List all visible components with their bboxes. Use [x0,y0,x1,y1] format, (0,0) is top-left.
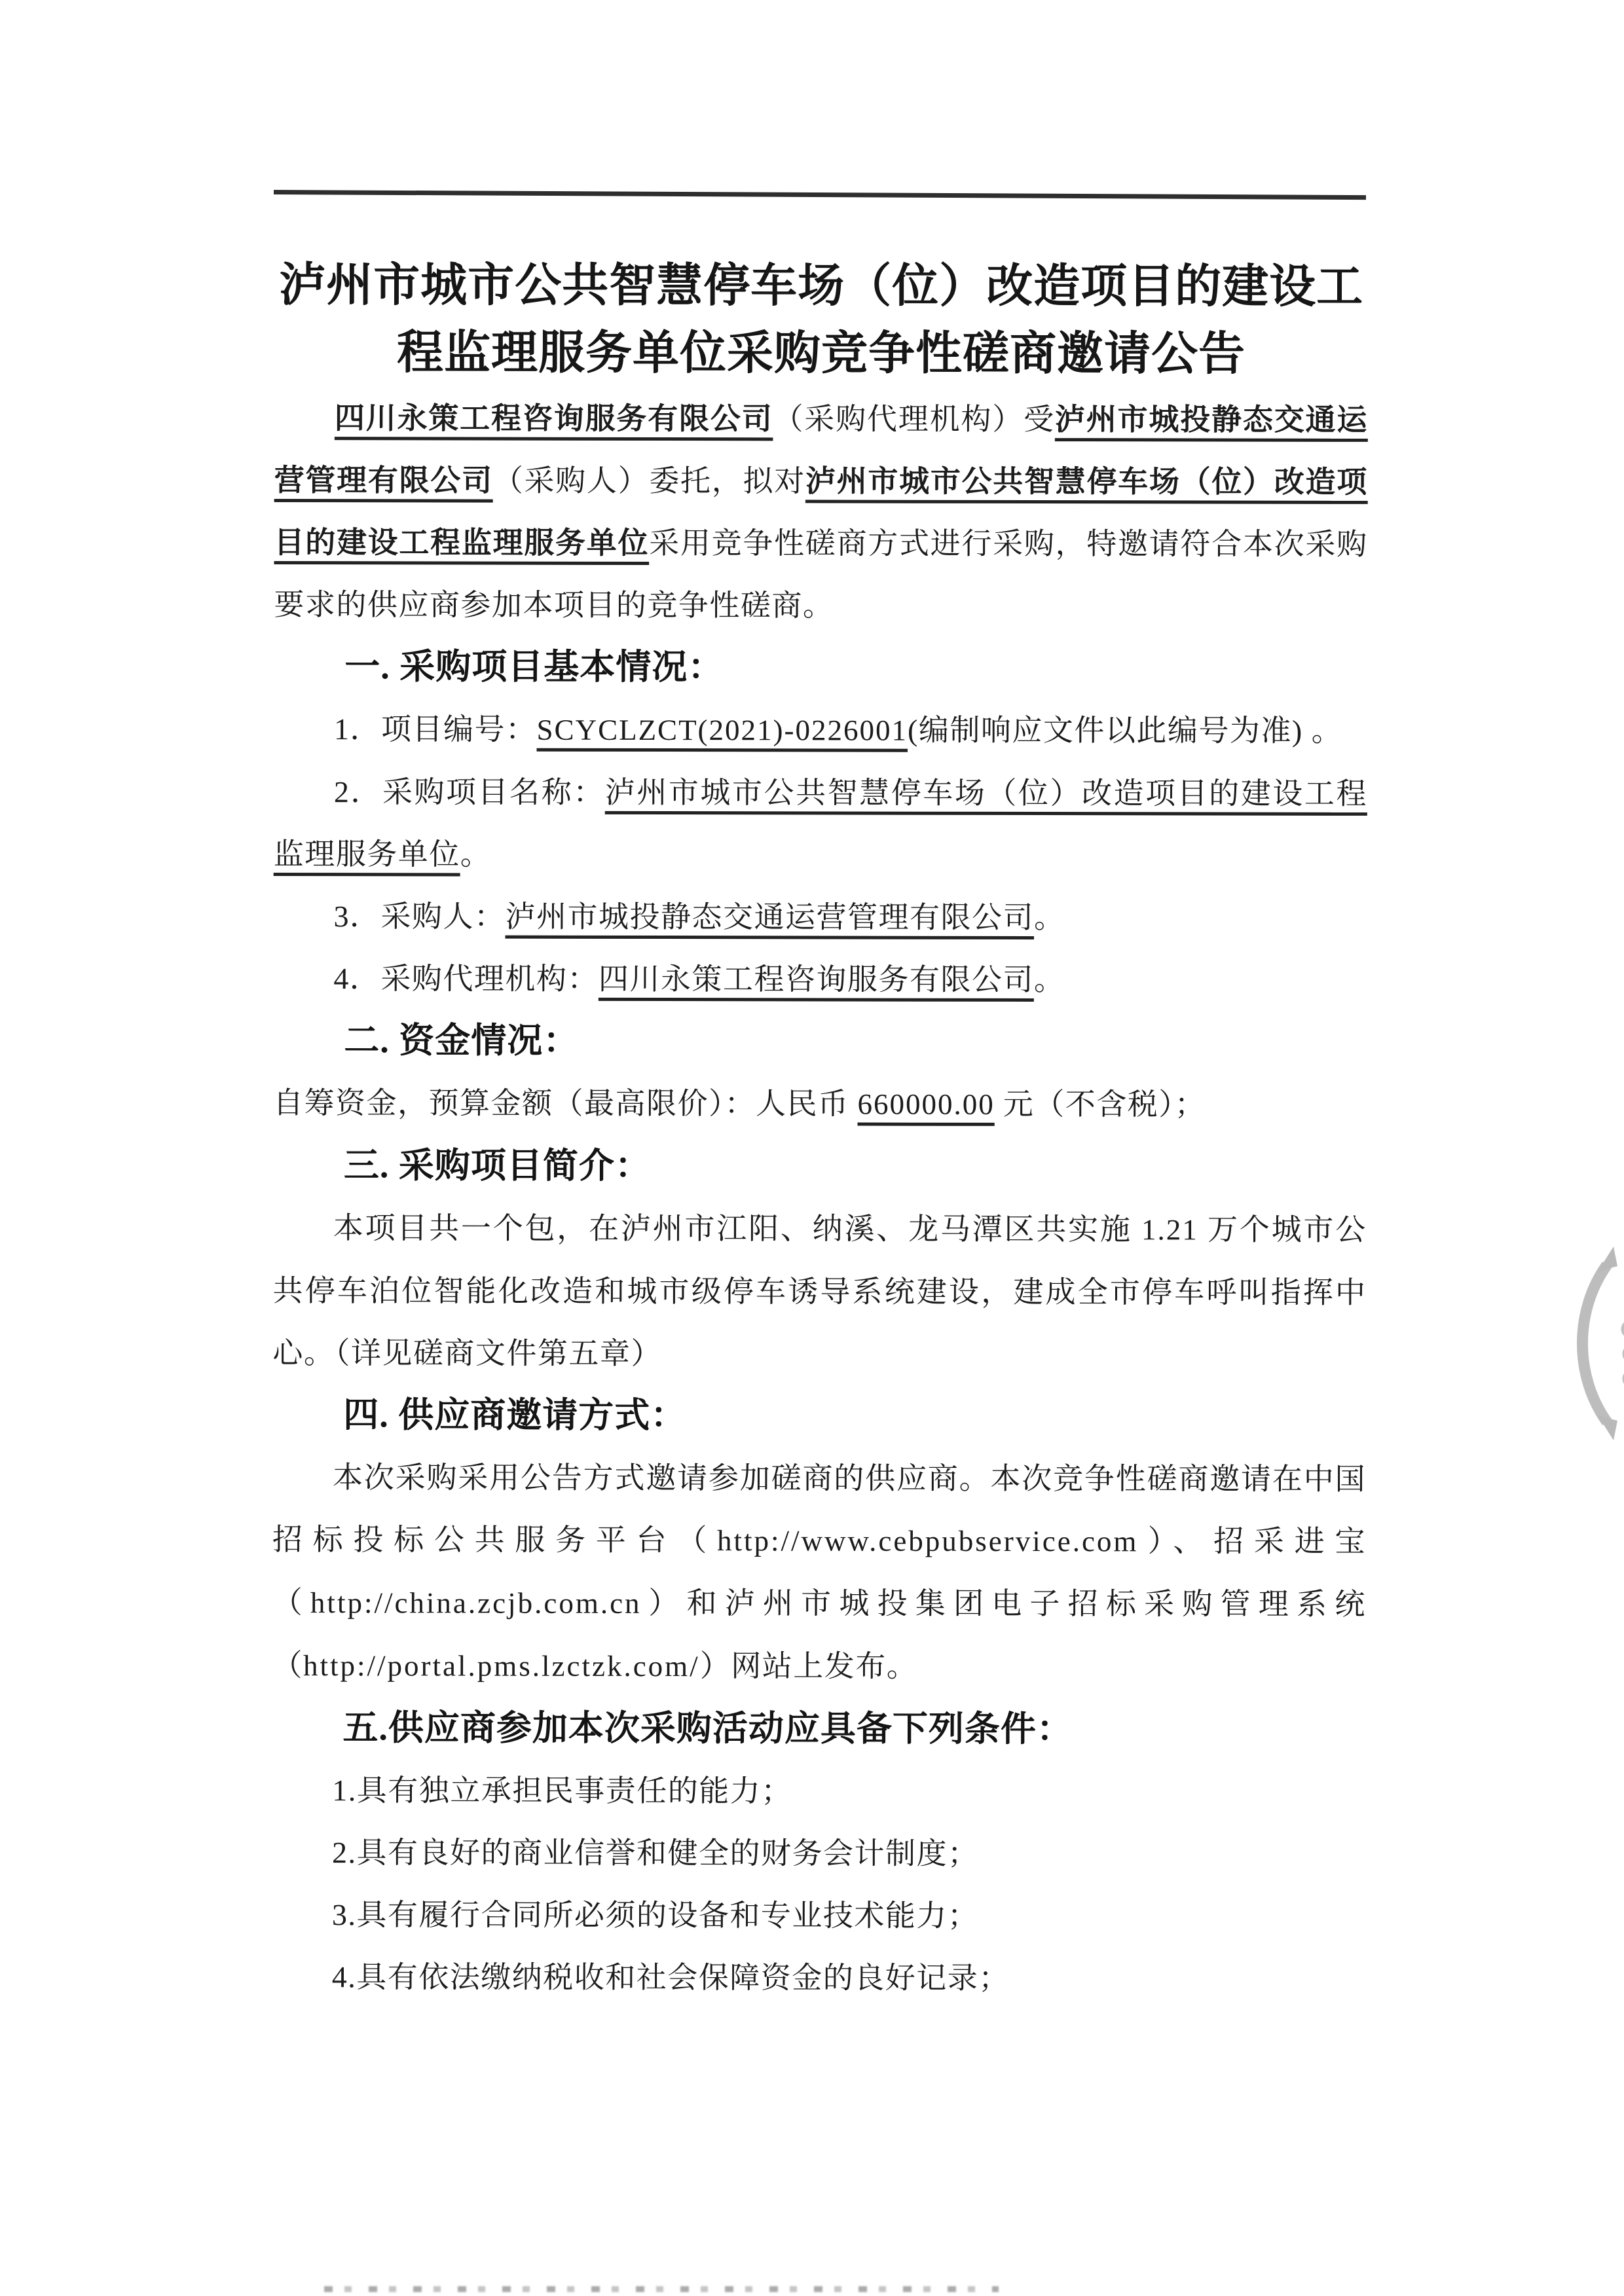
budget-amount-value: 660000.00 [857,1087,995,1121]
section-1-item-1 [274,698,1367,763]
seal-arc-stroke [1583,1265,1608,1422]
item-4-period: 。 [1033,963,1065,997]
item-2-label: 2．采购项目名称： [333,775,605,809]
intro-seg-2: （采购代理机构）受 [773,402,1055,437]
invitation-part-3: ）和泸州市城投集团电子招标采购管理系统（ [272,1586,1366,1683]
section-2-body [273,1072,1367,1137]
section-1-heading: 一. 采购项目基本情况： [344,647,724,687]
item-1-note: (编制响应文件以此编号为准) 。 [908,713,1343,748]
page-title-line-2: 程监理服务单位采购竞争性磋商邀请公告 [396,327,1246,380]
page-title [274,252,1368,389]
intro-agency-name: 四川永策工程咨询服务有限公司 [334,401,773,436]
document-content [272,0,1369,2010]
invitation-part-4: ）网站上发布。 [699,1649,918,1683]
item-3-period: 。 [1034,901,1065,935]
section-1-item-2 [274,761,1367,887]
intro-purchaser-name: 泸州市城投静态交通运营管理有限公司 [274,403,1368,498]
section-3-heading: 三. 采购项目简介： [343,1146,651,1186]
cebpubservice-url: http://www.cebpubservice.com [716,1524,1139,1558]
section-1-item-4 [273,947,1367,1011]
funds-suffix: 元（不含税）； [994,1087,1206,1121]
zcjb-url: http://china.zcjb.com.cn [310,1586,642,1620]
invitation-part-2: ）、招采进宝（ [272,1524,1366,1620]
intro-seg-6: 采用竞争性磋商方式进行采购，特邀请符合本次采购要求的供应商参加本项目的竞争性磋商。 [274,526,1368,623]
item-2-period: 。 [460,837,492,871]
condition-item-2: 2.具有良好的商业信誉和健全的财务会计制度； [332,1836,979,1870]
seal-arrow-bottom [1598,1415,1617,1440]
item-4-label: 4．采购代理机构： [333,962,599,996]
lzctzk-portal-url: http://portal.pms.lzctzk.com/ [303,1649,700,1683]
section-4-heading: 四. 供应商邀请方式： [343,1395,687,1436]
agency-value: 四川永策工程咨询服务有限公司 [598,962,1034,997]
bottom-cutoff-text-line [324,2286,999,2292]
section-5-heading: 五.供应商参加本次采购活动应具备下列条件： [342,1708,1073,1749]
section-2-heading: 二. 资金情况： [344,1021,580,1061]
intro-paragraph [274,387,1368,638]
condition-item-4: 4.具有依法缴纳税收和社会保障资金的良好记录； [331,1960,1010,1995]
intro-seg-4: （采购人）委托，拟对 [492,464,806,498]
seal-arrow-top [1598,1247,1617,1271]
project-name-value: 泸州市城市公共智慧停车场（位）改造项目的建设工程监理服务单位 [273,775,1367,871]
section-3-body [272,1197,1366,1386]
condition-item-3: 3.具有履行合同所必须的设备和专业技术能力； [331,1898,979,1933]
condition-item-1: 1.具有独立承担民事责任的能力； [332,1774,792,1808]
section-4-body [272,1446,1366,1699]
seal-arc-mark [1544,1245,1624,1442]
page-title-line-1: 泸州市城市公共智慧停车场（位）改造项目的建设工 [279,260,1364,313]
invitation-part-1: 本次采购采用公告方式邀请参加磋商的供应商。本次竞争性磋商邀请在中国招标投标公共服务平台（ [272,1461,1367,1558]
purchaser-value: 泸州市城投静态交通运营管理有限公司 [505,900,1035,935]
intro-project-name: 泸州市城市公共智慧停车场（位）改造项目的建设工程监理服务单位 [274,464,1368,560]
section-1-item-3 [273,885,1367,949]
project-number-value: SCYCLZCT(2021)-0226001 [536,713,908,747]
item-1-label: 1．项目编号： [334,712,537,746]
item-3-label: 3．采购人： [333,900,506,934]
parking-spaces-figure: 1.21 [1141,1213,1198,1247]
funds-text: 自筹资金，预算金额（最高限价）：人民币 [273,1085,858,1121]
project-brief-part-1: 本项目共一个包，在泸州市江阳、纳溪、龙马潭区共实施 [333,1211,1142,1247]
project-brief-part-2: 万个城市公共停车泊位智能化改造和城市级停车诱导系统建设，建成全市停车呼叫指挥中心。（详见磋商文件第五章） [272,1212,1367,1371]
